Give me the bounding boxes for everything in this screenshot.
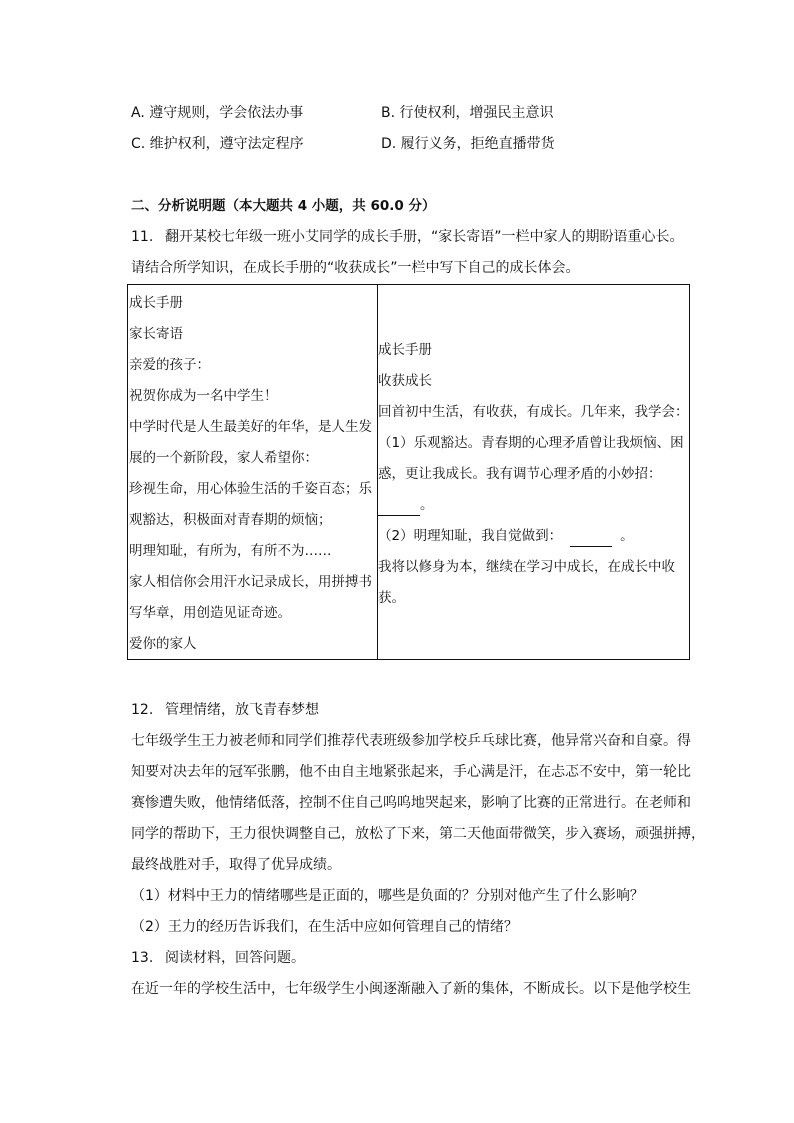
left-cell-line: 写华章，用创造见证奇迹。 bbox=[129, 605, 291, 621]
right-cell-line: 惑，更让我成长。我有调节心理矛盾的小妙招： bbox=[378, 466, 662, 482]
growth-handbook-table bbox=[127, 284, 690, 660]
q11-text1: 翻开某校七年级一班小艾同学的成长手册，“家长寄语”一栏中家人的期盼语重心长。 bbox=[165, 229, 684, 245]
option-c: C. 维护权利，遵守法定程序 bbox=[131, 136, 304, 152]
q11-number: 11. bbox=[131, 229, 154, 245]
q12-sub2: （2）王力的经历告诉我们，在生活中应如何管理自己的情绪？ bbox=[131, 919, 518, 935]
q11-line1 bbox=[131, 227, 684, 247]
blank-2-suffix: 。 bbox=[620, 528, 634, 544]
right-cell-line: 成长手册 bbox=[378, 342, 432, 358]
q12-number: 12. bbox=[131, 702, 154, 718]
right-cell-line: 我将以修身为本，继续在学习中成长，在成长中收 bbox=[378, 559, 675, 575]
blank-2-prefix: （2）明理知耻，我自觉做到： bbox=[378, 528, 563, 544]
option-a: A. 遵守规则，学会依法办事 bbox=[131, 105, 304, 121]
section-heading: 二、分析说明题（本大题共 4 小题，共 60.0 分） bbox=[131, 198, 436, 214]
q12-para-line: 最终战胜对手，取得了优异成绩。 bbox=[131, 857, 341, 873]
q12-para-line: 知要对决去年的冠军张鹏，他不由自主地紧张起来，手心满是汗，在忐忑不安中，第一轮比 bbox=[131, 764, 691, 780]
q12-sub1: （1）材料中王力的情绪哪些是正面的，哪些是负面的？分别对他产生了什么影响？ bbox=[131, 888, 644, 904]
right-cell-line bbox=[378, 495, 434, 516]
left-cell-line: 祝贺你成为一名中学生！ bbox=[129, 388, 278, 404]
left-cell-line: 珍视生命，用心体验生活的千姿百态；乐 bbox=[129, 481, 372, 497]
left-cell-line: 亲爱的孩子： bbox=[129, 357, 210, 373]
right-cell-line: （1）乐观豁达。青春期的心理矛盾曾让我烦恼、困 bbox=[378, 435, 684, 451]
q12-para-line: 七年级学生王力被老师和同学们推荐代表班级参加学校乒乓球比赛，他异常兴奋和自豪。得 bbox=[131, 733, 691, 749]
q12-title-line bbox=[131, 700, 319, 720]
answer-blank-2[interactable] bbox=[570, 526, 612, 547]
right-cell-line: 回首初中生活，有收获，有成长。几年来，我学会： bbox=[378, 404, 689, 420]
left-cell-line: 爱你的家人 bbox=[129, 636, 197, 652]
left-cell-line: 观豁达，积极面对青春期的烦恼； bbox=[129, 512, 332, 528]
q13-line1: 在近一年的学校生活中，七年级学生小闽逐渐融入了新的集体，不断成长。以下是他学校生 bbox=[131, 981, 691, 997]
option-d: D. 履行义务，拒绝直播带货 bbox=[381, 136, 555, 152]
q13-title: 阅读材料，回答问题。 bbox=[165, 950, 305, 966]
q12-para-line: 赛惨遭失败，他情绪低落，控制不住自己呜呜地哭起来，影响了比赛的正常进行。在老师和 bbox=[131, 795, 691, 811]
left-cell-line: 中学时代是人生最美好的年华，是人生发 bbox=[129, 419, 372, 435]
option-b: B. 行使权利，增强民主意识 bbox=[381, 105, 554, 121]
right-cell-line bbox=[378, 526, 634, 547]
right-cell-line: 收获成长 bbox=[378, 373, 432, 389]
left-cell-line: 明理知耻，有所为，有所不为…… bbox=[129, 543, 332, 559]
q12-para-line: 同学的帮助下，王力很快调整自己，放松了下来，第二天他面带微笑，步入赛场，顽强拼搏， bbox=[131, 826, 705, 842]
q12-title: 管理情绪，放飞青春梦想 bbox=[165, 702, 319, 718]
right-cell-line: 获。 bbox=[378, 590, 405, 606]
blank-1-suffix: 。 bbox=[420, 497, 434, 513]
left-cell-line: 展的一个新阶段，家人希望你： bbox=[129, 450, 318, 466]
left-cell-line: 家人相信你会用汗水记录成长，用拼搏书 bbox=[129, 574, 372, 590]
q11-line2: 请结合所学知识，在成长手册的“收获成长”一栏中写下自己的成长体会。 bbox=[131, 260, 580, 276]
answer-blank-1[interactable] bbox=[378, 495, 420, 516]
left-cell-line: 家长寄语 bbox=[129, 326, 183, 342]
q13-title-line bbox=[131, 948, 305, 968]
q13-number: 13. bbox=[131, 950, 154, 966]
left-cell-line: 成长手册 bbox=[129, 295, 183, 311]
